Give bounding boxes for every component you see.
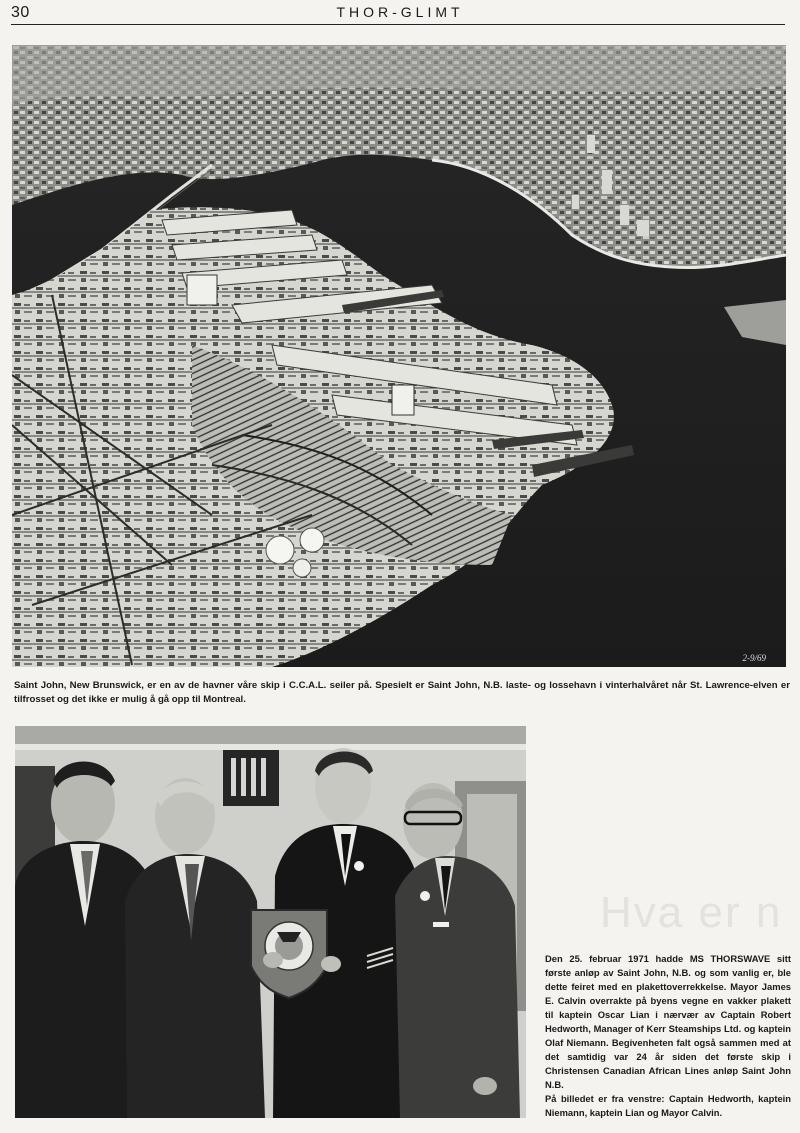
aerial-harbor-photo xyxy=(12,45,786,667)
ceremony-paragraph: Den 25. februar 1971 hadde MS THORSWAVE sitt første anløp av Saint John, N.B. og som vanlig er, ble dette feiret med en plakettoverrekkelse. Mayor James E. Calvin overrakte på byens vegne en vakker plakett til kaptein Oscar Lian i nærvær av Captain Robert Hedworth, Manager of Kerr Steamships Ltd. og kaptein Olaf Niemann. Begivenheten falt også sammen med at det samtidig var 24 år siden det første skip i Christensen Canadian African Lines anløp Saint John N.B. xyxy=(545,953,791,1090)
running-title: THOR-GLIMT xyxy=(336,4,464,20)
ceremony-photo xyxy=(15,726,526,1118)
page-number: 30 xyxy=(11,4,30,21)
header-rule xyxy=(11,24,785,25)
ceremony-caption xyxy=(545,952,791,1120)
aerial-caption: Saint John, New Brunswick, er en av de havner våre skip i C.C.A.L. seiler på. Spesielt er Saint John, N.B. laste- og lossehavn i vinterhalvåret når St. Lawrence-elven er tilfrosset og det ikke er mulig å gå opp til Montreal. xyxy=(14,680,790,705)
photo-id: 2-9/69 xyxy=(742,653,766,663)
ceremony-people: På billedet er fra venstre: Captain Hedworth, kaptein Niemann, kaptein Lian og Mayor Calvin. xyxy=(545,1093,791,1118)
show-through-text: Hva er n xyxy=(600,888,783,937)
